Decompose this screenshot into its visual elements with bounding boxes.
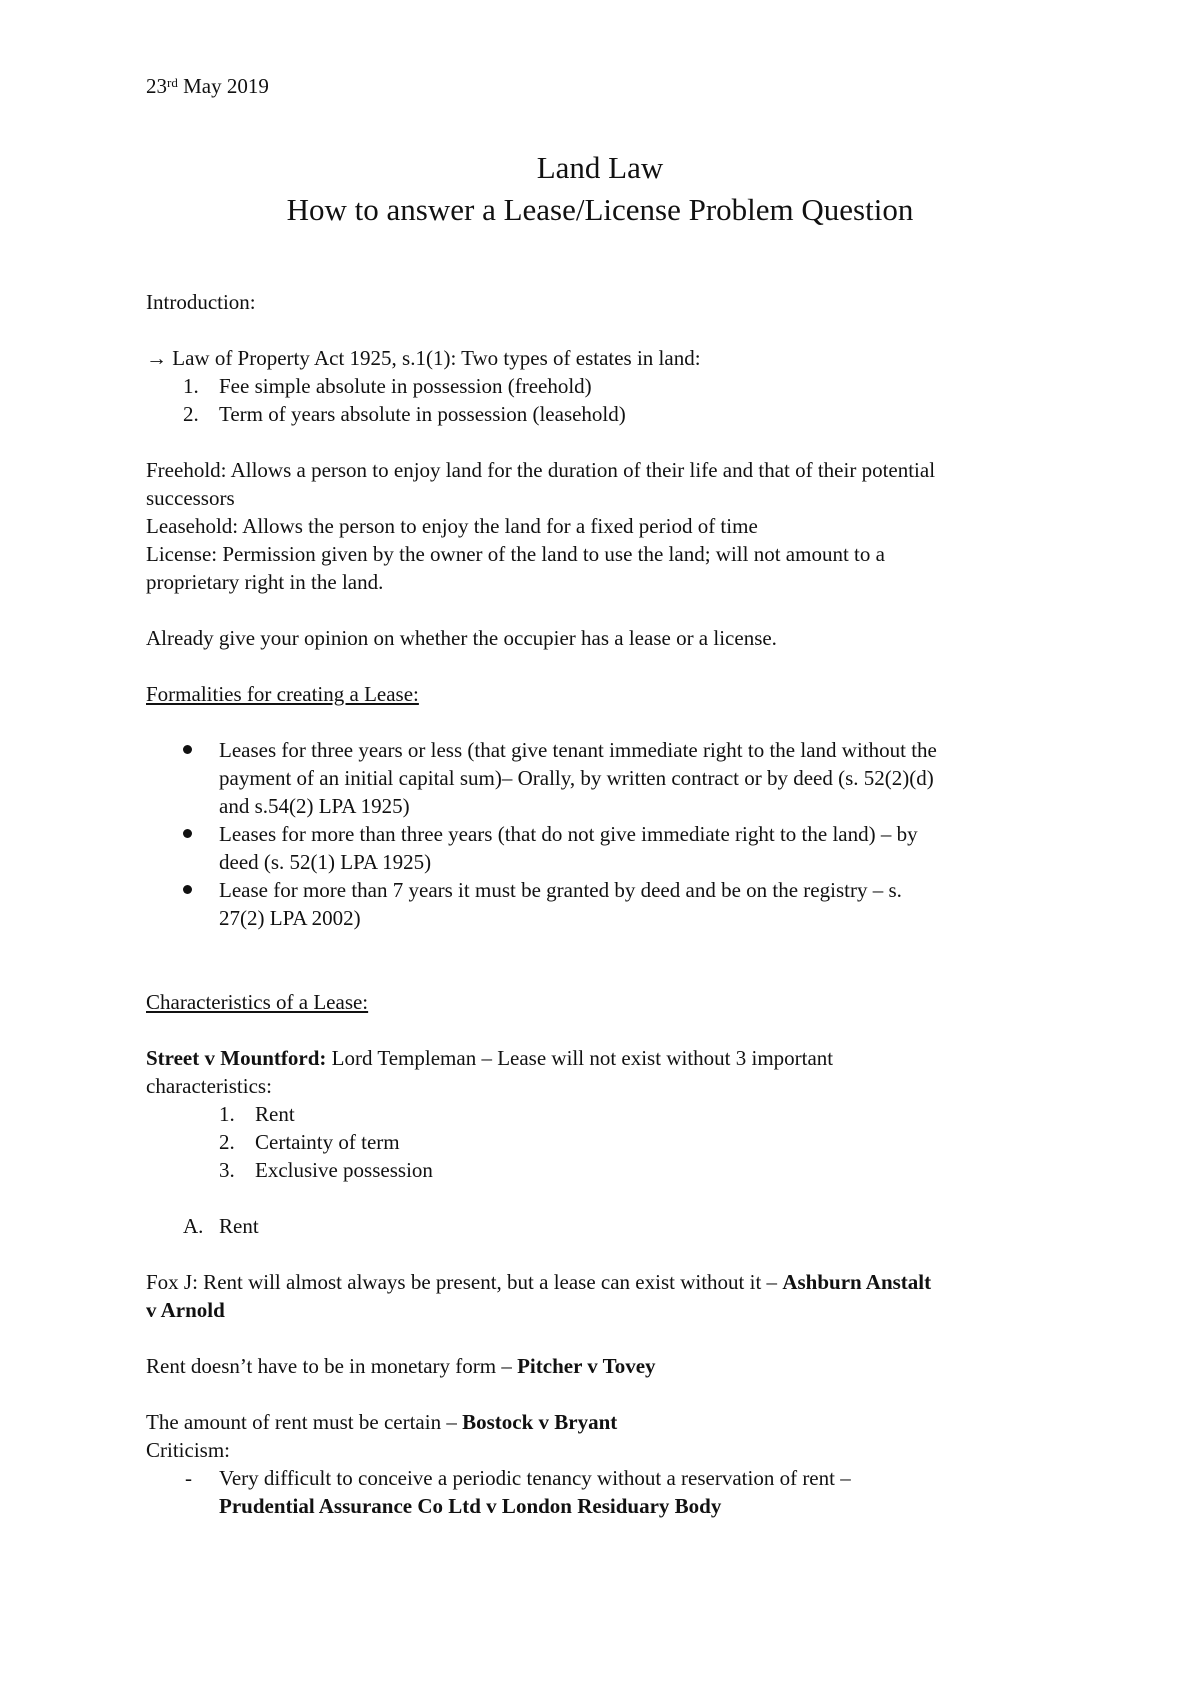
opinion-text: Already give your opinion on whether the occupier has a lease or a license. <box>146 626 777 650</box>
characteristic-item: Certainty of term <box>255 1130 400 1154</box>
street-mountford-line: Street v Mountford: Lord Templeman – Lease will not exist without 3 important <box>146 1046 834 1070</box>
characteristic-item: Rent <box>255 1102 295 1126</box>
dash-icon: - <box>185 1466 192 1490</box>
arrow-icon: → <box>146 346 167 370</box>
estate-item: Fee simple absolute in possession (freehold) <box>219 374 592 398</box>
criticism-heading: Criticism: <box>146 1438 230 1462</box>
criticism-item: Very difficult to conceive a periodic tenancy without a reservation of rent – <box>219 1466 851 1490</box>
formality-line: 27(2) LPA 2002) <box>219 906 361 930</box>
case-name: Bostock v Bryant <box>462 1410 618 1434</box>
formality-line: and s.54(2) LPA 1925) <box>219 794 410 818</box>
definition-line: Leasehold: Allows the person to enjoy the land for a fixed period of time <box>146 514 758 538</box>
definition-line: successors <box>146 486 235 510</box>
bullet-icon <box>183 885 192 894</box>
intro-heading: Introduction: <box>146 290 256 314</box>
document-title: Land Law <box>536 150 664 185</box>
foxj-line: Fox J: Rent will almost always be present, but a lease can exist without it – Ashburn Anstalt <box>146 1270 932 1294</box>
estate-number: 2. <box>183 402 199 426</box>
formalities-heading: Formalities for creating a Lease: <box>146 682 419 706</box>
case-name: v Arnold <box>146 1298 225 1322</box>
characteristic-number: 3. <box>219 1158 235 1182</box>
estate-number: 1. <box>183 374 199 398</box>
characteristic-number: 1. <box>219 1102 235 1126</box>
formality-line: Leases for three years or less (that give tenant immediate right to the land without the <box>219 738 937 762</box>
bullet-icon <box>183 745 192 754</box>
characteristic-number: 2. <box>219 1130 235 1154</box>
definition-line: proprietary right in the land. <box>146 570 384 594</box>
definition-line: Freehold: Allows a person to enjoy land for the duration of their life and that of their potential <box>146 458 936 482</box>
characteristics-heading: Characteristics of a Lease: <box>146 990 369 1014</box>
bullet-icon <box>183 829 192 838</box>
street-mountford-line: characteristics: <box>146 1074 272 1098</box>
certain-line: The amount of rent must be certain – Bostock v Bryant <box>146 1410 618 1434</box>
formality-line: deed (s. 52(1) LPA 1925) <box>219 850 432 874</box>
case-name: Street v Mountford: <box>146 1046 327 1070</box>
definition-line: License: Permission given by the owner of the land to use the land; will not amount to a <box>146 542 885 566</box>
document-date: 23rd May 2019 <box>146 74 269 98</box>
case-name: Ashburn Anstalt <box>782 1270 932 1294</box>
section-letter: A. <box>183 1214 204 1238</box>
formality-line: payment of an initial capital sum)– Orally, by written contract or by deed (s. 52(2)(d) <box>219 766 934 790</box>
formality-line: Lease for more than 7 years it must be granted by deed and be on the registry – s. <box>219 878 902 902</box>
formality-line: Leases for more than three years (that do not give immediate right to the land) – by <box>219 822 918 846</box>
monetary-line: Rent doesn’t have to be in monetary form – Pitcher v Tovey <box>146 1354 656 1378</box>
case-name: Prudential Assurance Co Ltd v London Residuary Body <box>219 1494 722 1518</box>
case-name: Pitcher v Tovey <box>517 1354 656 1378</box>
lpa-line: → Law of Property Act 1925, s.1(1): Two types of estates in land: <box>146 346 701 370</box>
document-subtitle: How to answer a Lease/License Problem Question <box>286 192 914 227</box>
estate-item: Term of years absolute in possession (leasehold) <box>219 402 626 426</box>
section-title: Rent <box>219 1214 259 1238</box>
characteristic-item: Exclusive possession <box>255 1158 433 1182</box>
